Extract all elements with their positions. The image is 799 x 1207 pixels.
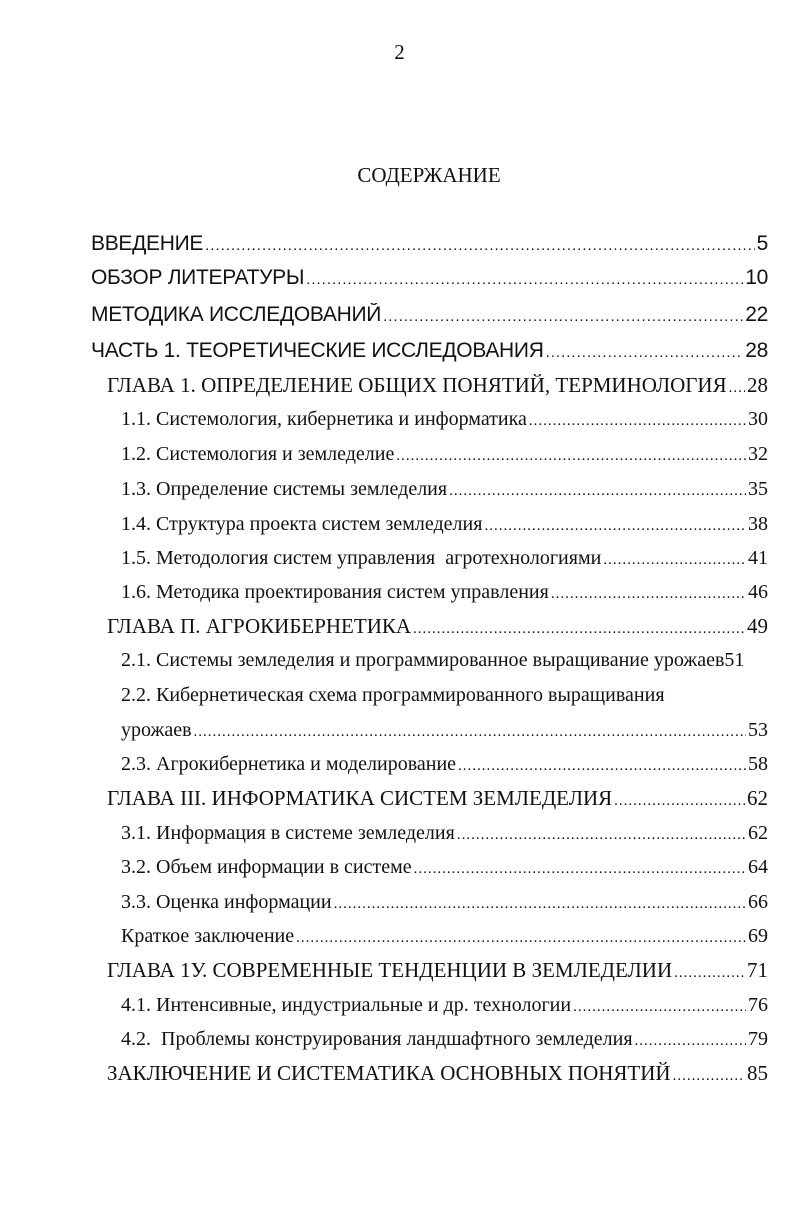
toc-entry-page: 66 (748, 891, 768, 913)
toc-entry-page: 62 (748, 822, 768, 844)
toc-entry-label: 3.1. Информация в системе земледелия (121, 822, 455, 844)
toc-entry-label: 1.5. Методология систем управления агротехнологиями (121, 547, 602, 569)
toc-entry-page: 58 (748, 753, 768, 775)
toc-entry-page: 71 (747, 958, 768, 982)
toc-dot-leader (306, 271, 743, 288)
toc-entry-page: 22 (745, 303, 768, 326)
toc-entry-label: МЕТОДИКА ИССЛЕДОВАНИЙ (91, 303, 382, 326)
toc-entry-page: 28 (745, 339, 768, 362)
toc-entry-page: 49 (747, 614, 768, 638)
toc-entry-section-1-4[interactable] (121, 513, 768, 536)
toc-entry-section-1-6[interactable] (121, 581, 768, 604)
toc-dot-leader (296, 930, 746, 947)
toc-dot-leader (458, 758, 746, 775)
toc-dot-leader (603, 552, 746, 569)
toc-entry-page: 10 (745, 266, 768, 289)
toc-dot-leader (383, 308, 743, 325)
toc-dot-leader (414, 861, 746, 878)
toc-entry-page: 32 (748, 443, 768, 465)
toc-entry-brief-conclusion[interactable] (121, 925, 768, 948)
toc-entry-literature-review[interactable] (91, 266, 768, 290)
toc-dot-leader (635, 1033, 746, 1050)
toc-dot-leader (529, 413, 746, 430)
toc-entry-label: 1.6. Методика проектирования систем управления (121, 581, 549, 603)
toc-entry-label: 2.2. Кибернетическая схема программированного выращивания (121, 684, 665, 706)
toc-dot-leader (396, 448, 746, 465)
toc-dot-leader (551, 586, 746, 603)
toc-entry-label: 2.3. Агрокибернетика и моделирование (121, 753, 457, 775)
toc-entry-page: 64 (748, 856, 768, 878)
toc-entry-label-continued: урожаев (121, 719, 192, 741)
toc-entry-label: ОБЗОР ЛИТЕРАТУРЫ (91, 266, 305, 289)
toc-entry-label: 2.1. Системы земледелия и программированное выращивание урожаев (121, 649, 725, 671)
toc-entry-section-3-3[interactable] (121, 891, 768, 914)
toc-entry-label: 3.2. Объем информации в системе (121, 856, 412, 878)
toc-dot-leader (449, 483, 746, 500)
toc-entry-conclusion[interactable] (107, 1061, 768, 1086)
toc-entry-label: 4.1. Интенсивные, индустриальные и др. технологии (121, 994, 572, 1016)
toc-dot-leader (194, 724, 746, 741)
toc-entry-section-3-1[interactable] (121, 822, 768, 845)
toc-entry-label: ЧАСТЬ 1. ТЕОРЕТИЧЕСКИЕ ИССЛЕДОВАНИЯ (91, 339, 544, 362)
toc-entry-page: 30 (748, 408, 768, 430)
toc-entry-section-1-5[interactable] (121, 547, 768, 570)
toc-entry-page: 79 (748, 1028, 768, 1050)
toc-dot-leader (205, 237, 754, 254)
toc-entry-part-1[interactable] (91, 339, 768, 363)
toc-entry-page: 85 (747, 1061, 768, 1085)
toc-entry-page: 41 (748, 547, 768, 569)
toc-entry-label: Краткое заключение (121, 925, 295, 947)
toc-dot-leader (614, 793, 745, 810)
toc-dot-leader (457, 827, 746, 844)
toc-entry-section-4-1[interactable] (121, 994, 768, 1017)
toc-entry-label: 3.3. Оценка информации (121, 891, 332, 913)
toc-dot-leader (334, 896, 746, 913)
toc-entry-section-2-3[interactable] (121, 753, 768, 776)
toc-dot-leader (729, 380, 745, 397)
toc-dot-leader (413, 621, 745, 638)
toc-entry-label: ЗАКЛЮЧЕНИЕ И СИСТЕМАТИКА ОСНОВНЫХ ПОНЯТИЙ (107, 1061, 671, 1085)
toc-entry-label: ГЛАВА 1У. СОВРЕМЕННЫЕ ТЕНДЕНЦИИ В ЗЕМЛЕДЕЛИИ (107, 958, 673, 982)
toc-entry-section-4-2[interactable] (121, 1028, 768, 1051)
toc-dot-leader (674, 965, 745, 982)
toc-entry-page: 69 (748, 925, 768, 947)
toc-entry-page: 62 (747, 786, 768, 810)
toc-entry-page: 46 (748, 581, 768, 603)
toc-entry-label: 1.4. Структура проекта систем земледелия (121, 513, 483, 535)
page-number: 2 (394, 40, 405, 64)
toc-entry-methodology[interactable] (91, 303, 768, 327)
toc-entry-page: 51 (724, 649, 745, 671)
toc-dot-leader (573, 999, 746, 1016)
toc-entry-label: 1.1. Системология, кибернетика и информатика (121, 408, 527, 430)
toc-entry-page: 5 (756, 232, 768, 255)
toc-entry-chapter-1[interactable] (107, 373, 768, 398)
toc-dot-leader (546, 344, 744, 361)
toc-entry-label: 1.2. Системология и земледелие (121, 443, 395, 465)
toc-dot-leader (673, 1068, 745, 1085)
toc-entry-label: 1.3. Определение системы земледелия (121, 478, 448, 500)
toc-entry-chapter-2[interactable] (107, 614, 768, 639)
toc-entry-chapter-3[interactable] (107, 786, 768, 811)
toc-entry-page: 53 (748, 719, 768, 741)
toc-entry-label: ГЛАВА 1. ОПРЕДЕЛЕНИЕ ОБЩИХ ПОНЯТИЙ, ТЕРМИНОЛОГИЯ (107, 373, 727, 397)
toc-entry-label: ГЛАВА П. АГРОКИБЕРНЕТИКА (107, 614, 412, 638)
toc-entry-introduction[interactable] (91, 232, 768, 256)
toc-entry-page: 28 (747, 373, 768, 397)
toc-entry-label: ВВЕДЕНИЕ (91, 232, 204, 255)
toc-entry-label: 4.2. Проблемы конструирования ландшафтного земледелия (121, 1028, 633, 1050)
toc-entry-section-2-1[interactable] (121, 649, 771, 672)
toc-entry-section-1-1[interactable] (121, 408, 768, 431)
toc-entry-label: ГЛАВА III. ИНФОРМАТИКА СИСТЕМ ЗЕМЛЕДЕЛИЯ (107, 786, 613, 810)
toc-dot-leader (484, 518, 746, 535)
toc-title: СОДЕРЖАНИЕ (357, 163, 501, 187)
toc-entry-section-3-2[interactable] (121, 856, 768, 879)
toc-entry-page: 76 (748, 994, 768, 1016)
toc-entry-section-2-2-continued[interactable] (121, 719, 768, 742)
toc-entry-section-1-3[interactable] (121, 478, 768, 501)
toc-entry-chapter-4[interactable] (107, 958, 768, 983)
toc-entry-page: 35 (748, 478, 768, 500)
toc-entry-page: 38 (748, 513, 768, 535)
toc-entry-section-2-2[interactable] (121, 684, 665, 707)
toc-entry-section-1-2[interactable] (121, 443, 768, 466)
